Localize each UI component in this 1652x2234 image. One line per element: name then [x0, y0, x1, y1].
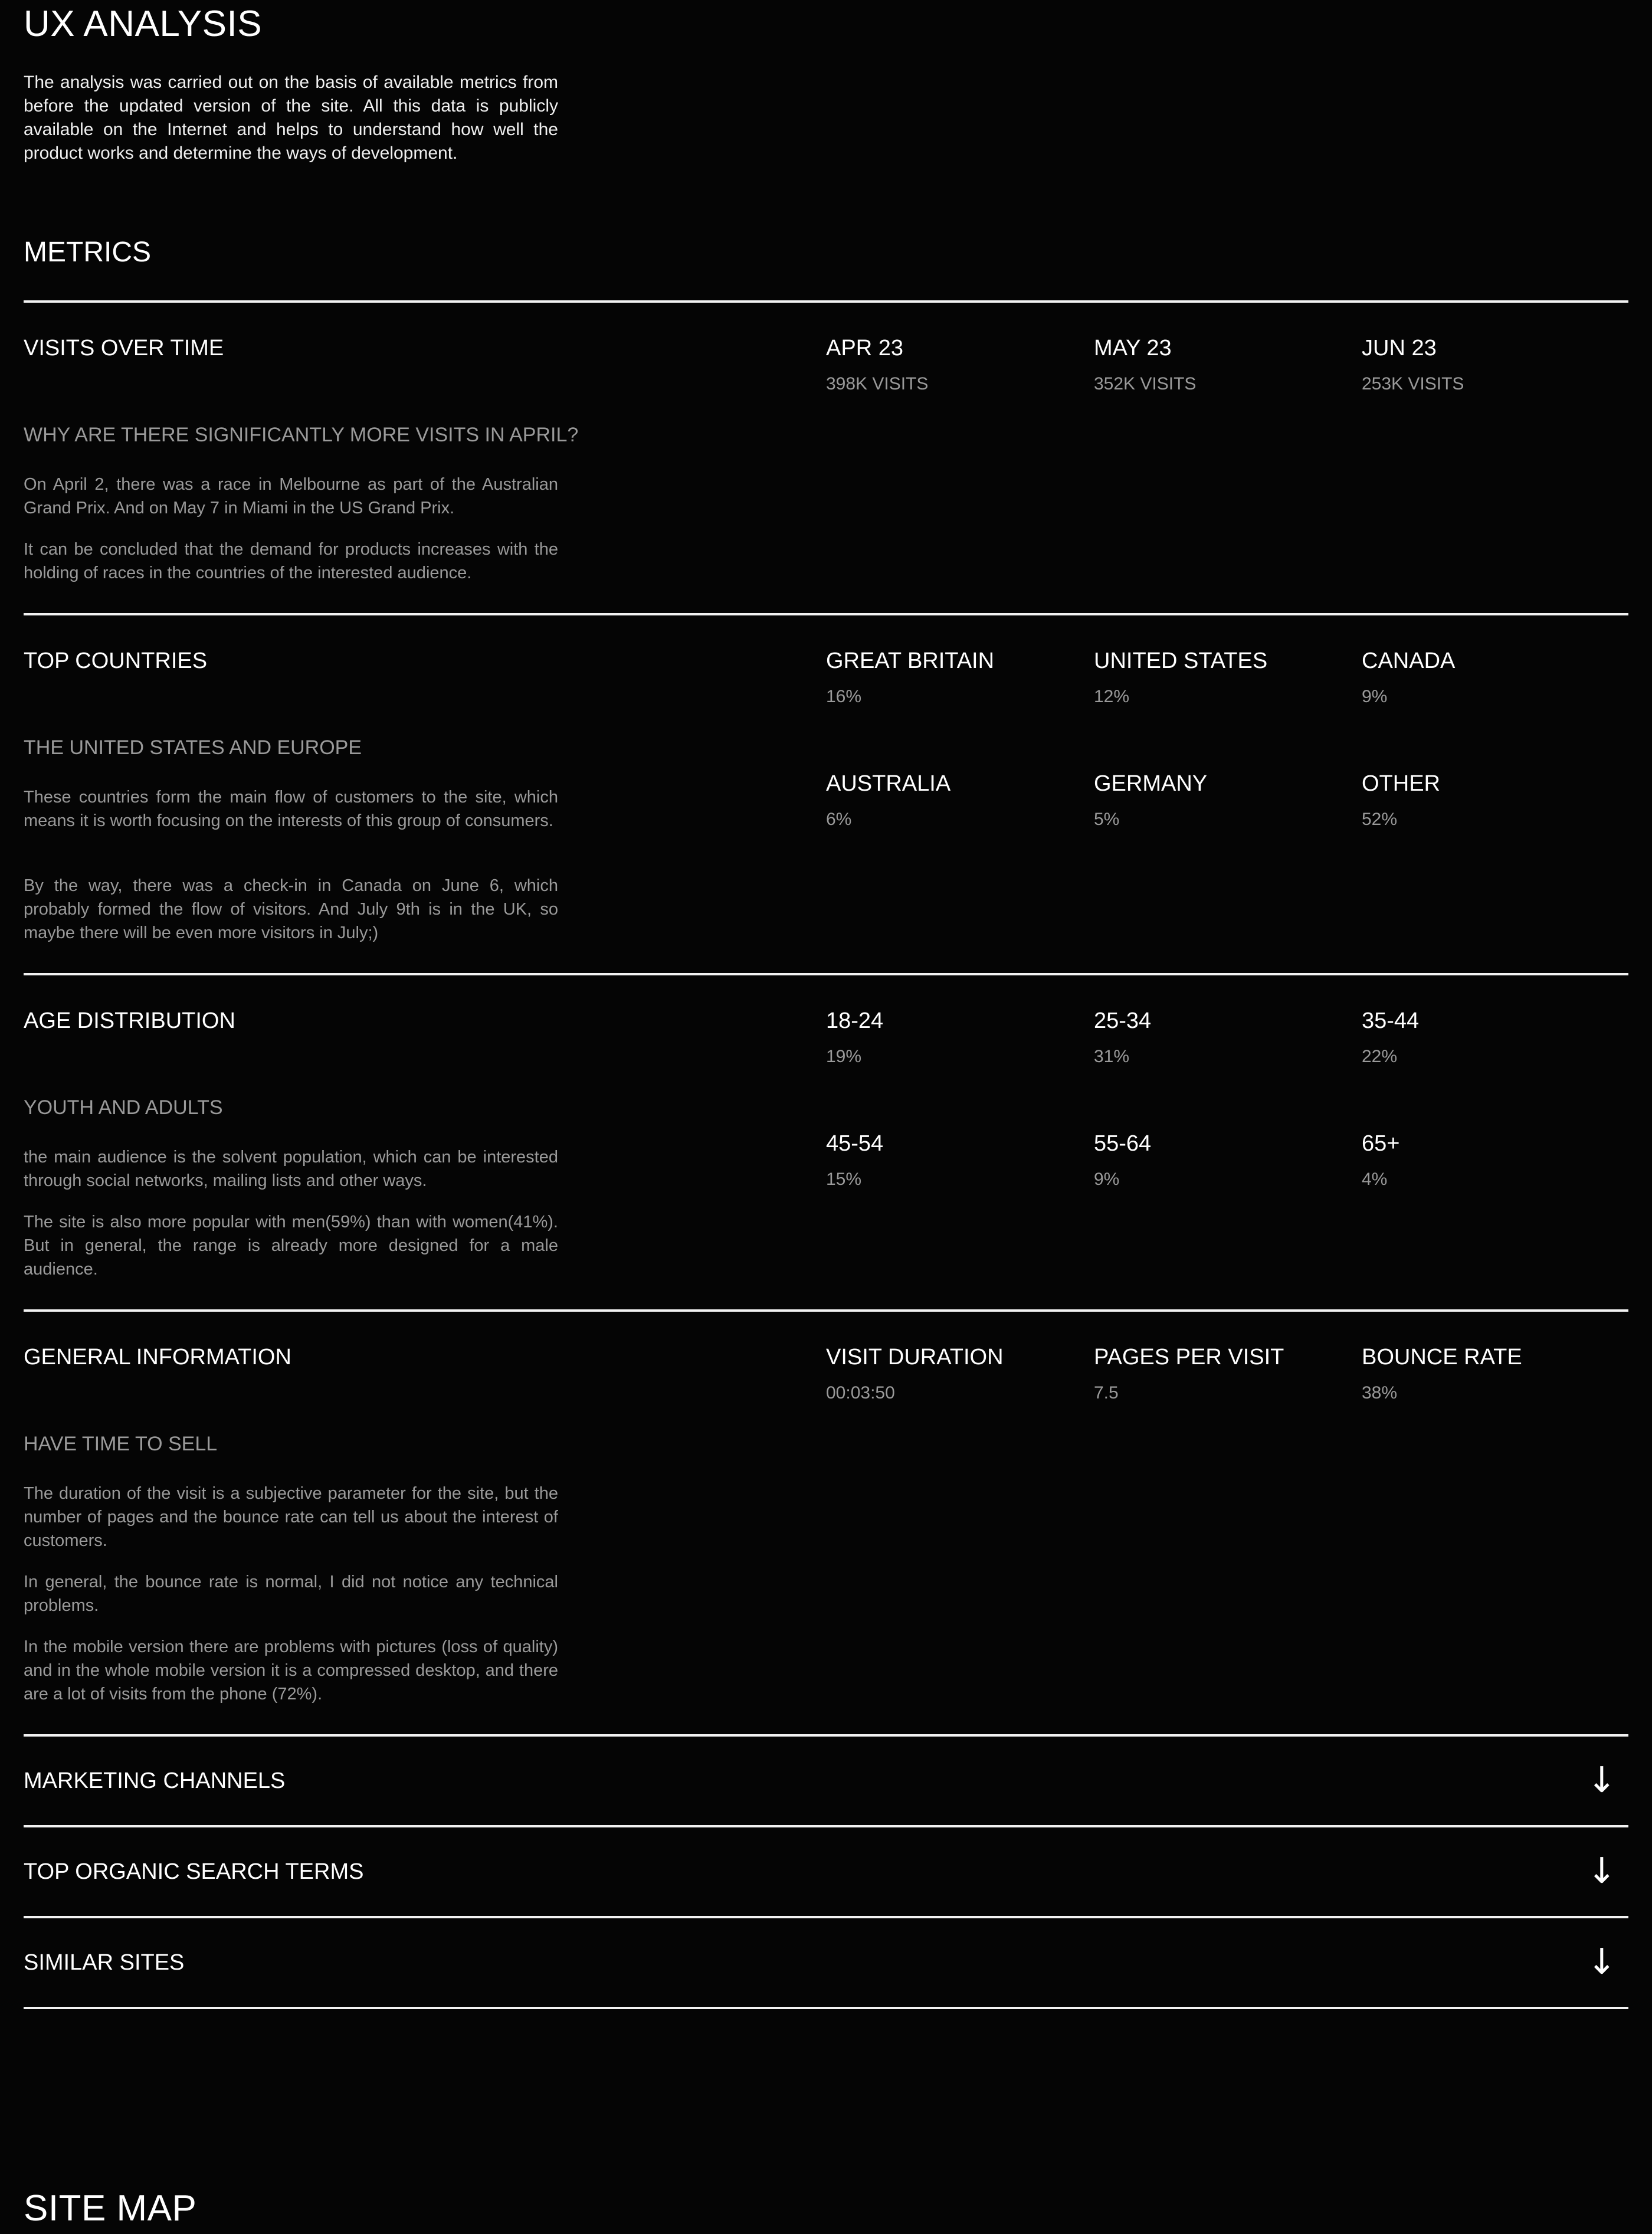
metric-label: 25-34 [1094, 1008, 1152, 1033]
metric-cell [1094, 1346, 1284, 1402]
metric-value: 9% [1094, 1170, 1120, 1189]
metric-value: 398K VISITS [826, 374, 929, 394]
metric-value: 7.5 [1094, 1383, 1119, 1403]
metric-label: APR 23 [826, 336, 903, 361]
metric-label: JUN 23 [1362, 336, 1437, 361]
section-paragraph: the main audience is the solvent population, which can be interested through social networks, mailing lists and other ways. [24, 1148, 558, 1190]
section-paragraph: In general, the bounce rate is normal, I did not notice any technical problems. [24, 1573, 558, 1615]
section-subtitle: THE UNITED STATES AND EUROPE [24, 736, 362, 759]
accordion-top-organic-search-terms[interactable] [24, 1827, 1628, 1916]
divider [24, 973, 1628, 975]
metric-value: 52% [1362, 810, 1398, 829]
metric-label: MAY 23 [1094, 336, 1172, 361]
divider [24, 300, 1628, 303]
metric-cell [826, 1010, 883, 1066]
section-paragraph: These countries form the main flow of customers to the site, which means it is worth focusing on the interests of this group of consumers. [24, 788, 558, 830]
section-title: VISITS OVER TIME [24, 336, 224, 361]
arrow-down-icon: ↓ [1587, 1941, 1617, 1983]
metric-value: 9% [1362, 687, 1388, 706]
section-subtitle: WHY ARE THERE SIGNIFICANTLY MORE VISITS IN APRIL? [24, 424, 579, 446]
accordion-label: TOP ORGANIC SEARCH TERMS [24, 1859, 364, 1884]
metric-value: 22% [1362, 1047, 1398, 1066]
divider [24, 2007, 1628, 2009]
metric-cell [1094, 1132, 1151, 1188]
section-paragraph: By the way, there was a check-in in Canada on June 6, which probably formed the flow of visitors. And July 9th is in the UK, so maybe there will be even more visitors in July;) [24, 876, 558, 942]
metric-cell [1094, 650, 1267, 706]
metric-label: GREAT BRITAIN [826, 648, 995, 673]
metric-cell [1094, 1010, 1151, 1066]
section-title: TOP COUNTRIES [24, 648, 208, 673]
accordion-label: SIMILAR SITES [24, 1950, 185, 1975]
section-title: GENERAL INFORMATION [24, 1345, 291, 1370]
metric-cell [1362, 1010, 1419, 1066]
site-map-heading: SITE MAP [24, 2188, 197, 2229]
accordion-marketing-channels[interactable] [24, 1737, 1628, 1825]
metric-label: OTHER [1362, 771, 1440, 796]
metric-label: 18-24 [826, 1008, 884, 1033]
metric-value: 5% [1094, 810, 1120, 829]
metric-value: 38% [1362, 1383, 1398, 1403]
metric-cell [1362, 1346, 1522, 1402]
metric-value: 16% [826, 687, 862, 706]
metric-label: 35-44 [1362, 1008, 1420, 1033]
metric-cell [826, 1132, 883, 1188]
divider [24, 1309, 1628, 1312]
section-paragraph: In the mobile version there are problems with pictures (loss of quality) and in the whole mobile version it is a compressed desktop, and there are a lot of visits from the phone (72%). [24, 1637, 558, 1704]
metric-value: 15% [826, 1170, 862, 1189]
accordion-label: MARKETING CHANNELS [24, 1768, 286, 1793]
metric-value: 352K VISITS [1094, 374, 1197, 394]
metric-value: 12% [1094, 687, 1130, 706]
metric-cell [1362, 772, 1440, 828]
section-subtitle: HAVE TIME TO SELL [24, 1433, 218, 1455]
metric-cell [1094, 337, 1196, 393]
metric-cell [826, 1346, 1004, 1402]
section-subtitle: YOUTH AND ADULTS [24, 1096, 223, 1119]
accordion-similar-sites[interactable] [24, 1918, 1628, 2007]
metric-value: 31% [1094, 1047, 1130, 1066]
metric-cell [826, 650, 994, 706]
section-title: AGE DISTRIBUTION [24, 1008, 235, 1033]
metric-label: BOUNCE RATE [1362, 1345, 1522, 1370]
metric-label: VISIT DURATION [826, 1345, 1004, 1370]
metric-value: 6% [826, 810, 852, 829]
section-paragraph: It can be concluded that the demand for products increases with the holding of races in the countries of the interested audience. [24, 540, 558, 582]
metric-cell [1362, 337, 1464, 393]
metric-cell [1362, 650, 1455, 706]
metric-cell [826, 772, 950, 828]
metric-value: 19% [826, 1047, 862, 1066]
metric-label: AUSTRALIA [826, 771, 951, 796]
metrics-heading: METRICS [24, 237, 151, 268]
arrow-down-icon: ↓ [1587, 1760, 1617, 1801]
metric-label: GERMANY [1094, 771, 1208, 796]
arrow-down-icon: ↓ [1587, 1850, 1617, 1892]
divider [24, 613, 1628, 615]
metric-label: 65+ [1362, 1131, 1400, 1156]
section-paragraph: On April 2, there was a race in Melbourne as part of the Australian Grand Prix. And on May 7 in Miami in the US Grand Prix. [24, 475, 558, 517]
metric-label: 55-64 [1094, 1131, 1152, 1156]
metric-cell [1094, 772, 1207, 828]
metric-cell [826, 337, 928, 393]
metric-cell [1362, 1132, 1399, 1188]
intro-paragraph: The analysis was carried out on the basis of available metrics from before the updated version of the site. All this data is publicly available on the Internet and helps to understand how well the product works and determine the ways of development. [24, 73, 558, 163]
metric-value: 4% [1362, 1170, 1388, 1189]
metric-value: 253K VISITS [1362, 374, 1464, 394]
metric-value: 00:03:50 [826, 1383, 895, 1403]
metric-label: 45-54 [826, 1131, 884, 1156]
metric-label: CANADA [1362, 648, 1456, 673]
metric-label: PAGES PER VISIT [1094, 1345, 1284, 1370]
page-title: UX ANALYSIS [24, 4, 263, 44]
section-paragraph: The duration of the visit is a subjective parameter for the site, but the number of pages and the bounce rate can tell us about the interest of customers. [24, 1484, 558, 1550]
metric-label: UNITED STATES [1094, 648, 1268, 673]
section-paragraph: The site is also more popular with men(59%) than with women(41%). But in general, the range is already more designed for a male audience. [24, 1213, 558, 1279]
